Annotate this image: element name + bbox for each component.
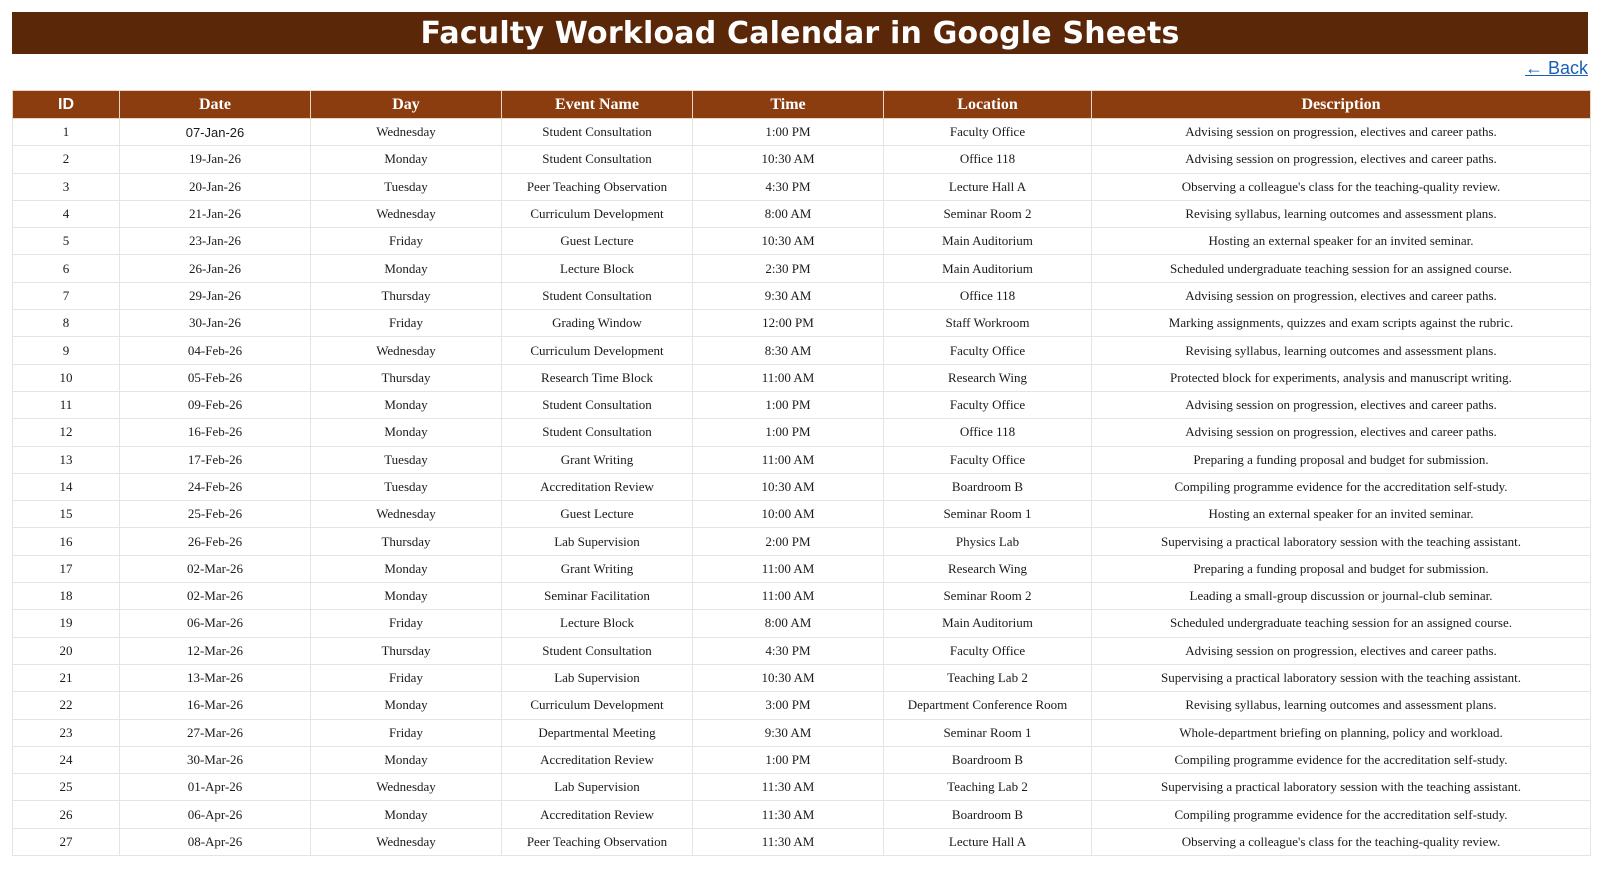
cell-day[interactable]: Monday bbox=[311, 692, 502, 719]
cell-date[interactable]: 09-Feb-26 bbox=[120, 391, 311, 418]
cell-date[interactable]: 06-Mar-26 bbox=[120, 610, 311, 637]
cell-date[interactable]: 12-Mar-26 bbox=[120, 637, 311, 664]
cell-description[interactable]: Marking assignments, quizzes and exam scripts against the rubric. bbox=[1092, 310, 1591, 337]
cell-date[interactable]: 06-Apr-26 bbox=[120, 801, 311, 828]
cell-event-name[interactable]: Lab Supervision bbox=[502, 528, 693, 555]
table-row[interactable] bbox=[13, 255, 1591, 282]
back-link[interactable]: ← Back bbox=[1524, 58, 1588, 78]
cell-time[interactable]: 11:00 AM bbox=[693, 364, 884, 391]
cell-description[interactable]: Preparing a funding proposal and budget for submission. bbox=[1092, 446, 1591, 473]
table-row[interactable] bbox=[13, 664, 1591, 691]
cell-id[interactable]: 27 bbox=[13, 828, 120, 855]
cell-time[interactable]: 9:30 AM bbox=[693, 719, 884, 746]
table-row[interactable] bbox=[13, 364, 1591, 391]
cell-day[interactable]: Wednesday bbox=[311, 200, 502, 227]
cell-time[interactable]: 11:30 AM bbox=[693, 774, 884, 801]
cell-event-name[interactable]: Guest Lecture bbox=[502, 501, 693, 528]
table-row[interactable] bbox=[13, 719, 1591, 746]
cell-date[interactable]: 04-Feb-26 bbox=[120, 337, 311, 364]
cell-date[interactable]: 23-Jan-26 bbox=[120, 228, 311, 255]
table-row[interactable] bbox=[13, 610, 1591, 637]
cell-date[interactable]: 21-Jan-26 bbox=[120, 200, 311, 227]
column-header-description[interactable]: Description bbox=[1092, 91, 1591, 119]
cell-id[interactable]: 3 bbox=[13, 173, 120, 200]
cell-time[interactable]: 10:30 AM bbox=[693, 473, 884, 500]
cell-id[interactable]: 11 bbox=[13, 391, 120, 418]
cell-description[interactable]: Compiling programme evidence for the accreditation self-study. bbox=[1092, 746, 1591, 773]
cell-date[interactable]: 16-Feb-26 bbox=[120, 419, 311, 446]
cell-location[interactable]: Lecture Hall A bbox=[884, 828, 1092, 855]
column-header-day[interactable]: Day bbox=[311, 91, 502, 119]
cell-id[interactable]: 25 bbox=[13, 774, 120, 801]
table-row[interactable] bbox=[13, 501, 1591, 528]
table-row[interactable] bbox=[13, 801, 1591, 828]
cell-description[interactable]: Leading a small-group discussion or journal-club seminar. bbox=[1092, 583, 1591, 610]
cell-description[interactable]: Advising session on progression, electives and career paths. bbox=[1092, 146, 1591, 173]
cell-location[interactable]: Boardroom B bbox=[884, 746, 1092, 773]
cell-date[interactable]: 07-Jan-26 bbox=[120, 119, 311, 146]
cell-event-name[interactable]: Curriculum Development bbox=[502, 692, 693, 719]
cell-date[interactable]: 27-Mar-26 bbox=[120, 719, 311, 746]
cell-description[interactable]: Scheduled undergraduate teaching session for an assigned course. bbox=[1092, 610, 1591, 637]
cell-day[interactable]: Monday bbox=[311, 801, 502, 828]
cell-day[interactable]: Thursday bbox=[311, 528, 502, 555]
cell-date[interactable]: 26-Feb-26 bbox=[120, 528, 311, 555]
column-header-time[interactable]: Time bbox=[693, 91, 884, 119]
cell-event-name[interactable]: Student Consultation bbox=[502, 637, 693, 664]
column-header-id[interactable]: ID bbox=[13, 91, 120, 119]
column-header-location[interactable]: Location bbox=[884, 91, 1092, 119]
table-row[interactable] bbox=[13, 173, 1591, 200]
cell-id[interactable]: 23 bbox=[13, 719, 120, 746]
cell-description[interactable]: Supervising a practical laboratory session with the teaching assistant. bbox=[1092, 774, 1591, 801]
cell-description[interactable]: Revising syllabus, learning outcomes and assessment plans. bbox=[1092, 337, 1591, 364]
cell-id[interactable]: 19 bbox=[13, 610, 120, 637]
cell-description[interactable]: Advising session on progression, electives and career paths. bbox=[1092, 391, 1591, 418]
table-row[interactable] bbox=[13, 337, 1591, 364]
cell-event-name[interactable]: Lab Supervision bbox=[502, 664, 693, 691]
cell-id[interactable]: 12 bbox=[13, 419, 120, 446]
cell-time[interactable]: 10:00 AM bbox=[693, 501, 884, 528]
cell-time[interactable]: 8:30 AM bbox=[693, 337, 884, 364]
cell-day[interactable]: Monday bbox=[311, 391, 502, 418]
cell-date[interactable]: 17-Feb-26 bbox=[120, 446, 311, 473]
cell-day[interactable]: Wednesday bbox=[311, 774, 502, 801]
cell-time[interactable]: 11:00 AM bbox=[693, 583, 884, 610]
cell-date[interactable]: 29-Jan-26 bbox=[120, 282, 311, 309]
cell-description[interactable]: Supervising a practical laboratory session with the teaching assistant. bbox=[1092, 528, 1591, 555]
cell-event-name[interactable]: Accreditation Review bbox=[502, 473, 693, 500]
cell-day[interactable]: Monday bbox=[311, 746, 502, 773]
header-row bbox=[13, 91, 1591, 119]
cell-location[interactable]: Research Wing bbox=[884, 364, 1092, 391]
cell-id[interactable]: 14 bbox=[13, 473, 120, 500]
cell-location[interactable]: Faculty Office bbox=[884, 337, 1092, 364]
cell-description[interactable]: Revising syllabus, learning outcomes and assessment plans. bbox=[1092, 200, 1591, 227]
table-row[interactable] bbox=[13, 419, 1591, 446]
cell-location[interactable]: Main Auditorium bbox=[884, 228, 1092, 255]
cell-date[interactable]: 26-Jan-26 bbox=[120, 255, 311, 282]
cell-time[interactable]: 9:30 AM bbox=[693, 282, 884, 309]
cell-day[interactable]: Wednesday bbox=[311, 501, 502, 528]
cell-time[interactable]: 1:00 PM bbox=[693, 419, 884, 446]
cell-time[interactable]: 8:00 AM bbox=[693, 610, 884, 637]
cell-id[interactable]: 1 bbox=[13, 119, 120, 146]
cell-time[interactable]: 10:30 AM bbox=[693, 146, 884, 173]
cell-day[interactable]: Tuesday bbox=[311, 473, 502, 500]
cell-time[interactable]: 3:00 PM bbox=[693, 692, 884, 719]
cell-description[interactable]: Advising session on progression, electives and career paths. bbox=[1092, 419, 1591, 446]
cell-location[interactable]: Seminar Room 1 bbox=[884, 719, 1092, 746]
cell-event-name[interactable]: Accreditation Review bbox=[502, 746, 693, 773]
cell-date[interactable]: 13-Mar-26 bbox=[120, 664, 311, 691]
workload-table bbox=[12, 90, 1591, 856]
cell-description[interactable]: Preparing a funding proposal and budget for submission. bbox=[1092, 555, 1591, 582]
table-row[interactable] bbox=[13, 828, 1591, 855]
cell-id[interactable]: 20 bbox=[13, 637, 120, 664]
cell-event-name[interactable]: Seminar Facilitation bbox=[502, 583, 693, 610]
cell-event-name[interactable]: Curriculum Development bbox=[502, 200, 693, 227]
cell-location[interactable]: Teaching Lab 2 bbox=[884, 664, 1092, 691]
cell-location[interactable]: Lecture Hall A bbox=[884, 173, 1092, 200]
cell-id[interactable]: 7 bbox=[13, 282, 120, 309]
cell-day[interactable]: Friday bbox=[311, 610, 502, 637]
cell-time[interactable]: 11:00 AM bbox=[693, 446, 884, 473]
cell-date[interactable]: 20-Jan-26 bbox=[120, 173, 311, 200]
cell-location[interactable]: Office 118 bbox=[884, 419, 1092, 446]
cell-id[interactable]: 17 bbox=[13, 555, 120, 582]
cell-day[interactable]: Wednesday bbox=[311, 337, 502, 364]
cell-description[interactable]: Supervising a practical laboratory session with the teaching assistant. bbox=[1092, 664, 1591, 691]
cell-id[interactable]: 16 bbox=[13, 528, 120, 555]
cell-id[interactable]: 2 bbox=[13, 146, 120, 173]
cell-description[interactable]: Observing a colleague's class for the teaching-quality review. bbox=[1092, 173, 1591, 200]
cell-day[interactable]: Wednesday bbox=[311, 119, 502, 146]
cell-event-name[interactable]: Student Consultation bbox=[502, 119, 693, 146]
cell-event-name[interactable]: Research Time Block bbox=[502, 364, 693, 391]
cell-description[interactable]: Hosting an external speaker for an invited seminar. bbox=[1092, 228, 1591, 255]
cell-location[interactable]: Office 118 bbox=[884, 282, 1092, 309]
cell-id[interactable]: 22 bbox=[13, 692, 120, 719]
cell-day[interactable]: Monday bbox=[311, 146, 502, 173]
cell-location[interactable]: Seminar Room 2 bbox=[884, 583, 1092, 610]
cell-day[interactable]: Friday bbox=[311, 228, 502, 255]
cell-event-name[interactable]: Lab Supervision bbox=[502, 774, 693, 801]
cell-description[interactable]: Whole-department briefing on planning, policy and workload. bbox=[1092, 719, 1591, 746]
cell-date[interactable]: 19-Jan-26 bbox=[120, 146, 311, 173]
cell-date[interactable]: 25-Feb-26 bbox=[120, 501, 311, 528]
cell-event-name[interactable]: Departmental Meeting bbox=[502, 719, 693, 746]
table-row[interactable] bbox=[13, 282, 1591, 309]
cell-id[interactable]: 10 bbox=[13, 364, 120, 391]
cell-date[interactable]: 02-Mar-26 bbox=[120, 583, 311, 610]
cell-location[interactable]: Research Wing bbox=[884, 555, 1092, 582]
cell-description[interactable]: Protected block for experiments, analysis and manuscript writing. bbox=[1092, 364, 1591, 391]
cell-id[interactable]: 5 bbox=[13, 228, 120, 255]
cell-id[interactable]: 21 bbox=[13, 664, 120, 691]
table-row[interactable] bbox=[13, 310, 1591, 337]
cell-day[interactable]: Friday bbox=[311, 664, 502, 691]
table-row[interactable] bbox=[13, 228, 1591, 255]
table-row[interactable] bbox=[13, 473, 1591, 500]
cell-date[interactable]: 24-Feb-26 bbox=[120, 473, 311, 500]
page-title: Faculty Workload Calendar in Google Sheets bbox=[12, 12, 1588, 54]
cell-date[interactable]: 05-Feb-26 bbox=[120, 364, 311, 391]
cell-location[interactable]: Main Auditorium bbox=[884, 255, 1092, 282]
cell-event-name[interactable]: Lecture Block bbox=[502, 255, 693, 282]
cell-date[interactable]: 30-Jan-26 bbox=[120, 310, 311, 337]
cell-time[interactable]: 11:00 AM bbox=[693, 555, 884, 582]
cell-event-name[interactable]: Grant Writing bbox=[502, 446, 693, 473]
cell-day[interactable]: Monday bbox=[311, 255, 502, 282]
cell-description[interactable]: Compiling programme evidence for the accreditation self-study. bbox=[1092, 473, 1591, 500]
cell-date[interactable]: 30-Mar-26 bbox=[120, 746, 311, 773]
cell-location[interactable]: Physics Lab bbox=[884, 528, 1092, 555]
cell-id[interactable]: 4 bbox=[13, 200, 120, 227]
cell-location[interactable]: Faculty Office bbox=[884, 391, 1092, 418]
cell-id[interactable]: 6 bbox=[13, 255, 120, 282]
cell-time[interactable]: 8:00 AM bbox=[693, 200, 884, 227]
cell-description[interactable]: Scheduled undergraduate teaching session for an assigned course. bbox=[1092, 255, 1591, 282]
cell-location[interactable]: Faculty Office bbox=[884, 637, 1092, 664]
cell-description[interactable]: Advising session on progression, electives and career paths. bbox=[1092, 282, 1591, 309]
cell-id[interactable]: 15 bbox=[13, 501, 120, 528]
cell-day[interactable]: Monday bbox=[311, 419, 502, 446]
cell-event-name[interactable]: Student Consultation bbox=[502, 419, 693, 446]
cell-description[interactable]: Compiling programme evidence for the accreditation self-study. bbox=[1092, 801, 1591, 828]
cell-time[interactable]: 1:00 PM bbox=[693, 119, 884, 146]
table-row[interactable] bbox=[13, 774, 1591, 801]
cell-description[interactable]: Revising syllabus, learning outcomes and assessment plans. bbox=[1092, 692, 1591, 719]
cell-event-name[interactable]: Student Consultation bbox=[502, 391, 693, 418]
cell-day[interactable]: Thursday bbox=[311, 364, 502, 391]
cell-day[interactable]: Thursday bbox=[311, 637, 502, 664]
table-row[interactable] bbox=[13, 119, 1591, 146]
cell-day[interactable]: Monday bbox=[311, 555, 502, 582]
cell-day[interactable]: Wednesday bbox=[311, 828, 502, 855]
cell-time[interactable]: 4:30 PM bbox=[693, 173, 884, 200]
cell-time[interactable]: 10:30 AM bbox=[693, 228, 884, 255]
cell-time[interactable]: 11:30 AM bbox=[693, 801, 884, 828]
cell-time[interactable]: 1:00 PM bbox=[693, 391, 884, 418]
cell-time[interactable]: 11:30 AM bbox=[693, 828, 884, 855]
cell-date[interactable]: 02-Mar-26 bbox=[120, 555, 311, 582]
cell-id[interactable]: 18 bbox=[13, 583, 120, 610]
cell-id[interactable]: 8 bbox=[13, 310, 120, 337]
cell-location[interactable]: Boardroom B bbox=[884, 801, 1092, 828]
cell-event-name[interactable]: Student Consultation bbox=[502, 282, 693, 309]
cell-id[interactable]: 13 bbox=[13, 446, 120, 473]
cell-day[interactable]: Monday bbox=[311, 583, 502, 610]
cell-day[interactable]: Friday bbox=[311, 310, 502, 337]
cell-event-name[interactable]: Curriculum Development bbox=[502, 337, 693, 364]
table-row[interactable] bbox=[13, 637, 1591, 664]
table-row[interactable] bbox=[13, 528, 1591, 555]
cell-event-name[interactable]: Accreditation Review bbox=[502, 801, 693, 828]
cell-day[interactable]: Tuesday bbox=[311, 173, 502, 200]
table-row[interactable] bbox=[13, 146, 1591, 173]
cell-date[interactable]: 16-Mar-26 bbox=[120, 692, 311, 719]
cell-time[interactable]: 4:30 PM bbox=[693, 637, 884, 664]
cell-event-name[interactable]: Peer Teaching Observation bbox=[502, 828, 693, 855]
cell-location[interactable]: Staff Workroom bbox=[884, 310, 1092, 337]
cell-id[interactable]: 9 bbox=[13, 337, 120, 364]
table-row[interactable] bbox=[13, 446, 1591, 473]
cell-location[interactable]: Teaching Lab 2 bbox=[884, 774, 1092, 801]
cell-id[interactable]: 26 bbox=[13, 801, 120, 828]
cell-time[interactable]: 10:30 AM bbox=[693, 664, 884, 691]
cell-day[interactable]: Tuesday bbox=[311, 446, 502, 473]
cell-date[interactable]: 01-Apr-26 bbox=[120, 774, 311, 801]
cell-location[interactable]: Seminar Room 2 bbox=[884, 200, 1092, 227]
cell-description[interactable]: Hosting an external speaker for an invited seminar. bbox=[1092, 501, 1591, 528]
cell-time[interactable]: 2:30 PM bbox=[693, 255, 884, 282]
cell-location[interactable]: Office 118 bbox=[884, 146, 1092, 173]
cell-event-name[interactable]: Lecture Block bbox=[502, 610, 693, 637]
cell-description[interactable]: Observing a colleague's class for the teaching-quality review. bbox=[1092, 828, 1591, 855]
cell-location[interactable]: Department Conference Room bbox=[884, 692, 1092, 719]
table-row[interactable] bbox=[13, 692, 1591, 719]
cell-time[interactable]: 2:00 PM bbox=[693, 528, 884, 555]
cell-description[interactable]: Advising session on progression, electives and career paths. bbox=[1092, 119, 1591, 146]
cell-location[interactable]: Main Auditorium bbox=[884, 610, 1092, 637]
table-row[interactable] bbox=[13, 746, 1591, 773]
column-header-event-name[interactable]: Event Name bbox=[502, 91, 693, 119]
cell-time[interactable]: 1:00 PM bbox=[693, 746, 884, 773]
column-header-date[interactable]: Date bbox=[120, 91, 311, 119]
cell-time[interactable]: 12:00 PM bbox=[693, 310, 884, 337]
table-row[interactable] bbox=[13, 391, 1591, 418]
cell-event-name[interactable]: Grading Window bbox=[502, 310, 693, 337]
cell-day[interactable]: Friday bbox=[311, 719, 502, 746]
table-row[interactable] bbox=[13, 200, 1591, 227]
table-row[interactable] bbox=[13, 555, 1591, 582]
cell-location[interactable]: Boardroom B bbox=[884, 473, 1092, 500]
cell-event-name[interactable]: Student Consultation bbox=[502, 146, 693, 173]
cell-date[interactable]: 08-Apr-26 bbox=[120, 828, 311, 855]
table-row[interactable] bbox=[13, 583, 1591, 610]
cell-event-name[interactable]: Peer Teaching Observation bbox=[502, 173, 693, 200]
cell-location[interactable]: Faculty Office bbox=[884, 119, 1092, 146]
cell-event-name[interactable]: Guest Lecture bbox=[502, 228, 693, 255]
table-body bbox=[13, 119, 1591, 856]
cell-location[interactable]: Seminar Room 1 bbox=[884, 501, 1092, 528]
cell-id[interactable]: 24 bbox=[13, 746, 120, 773]
cell-location[interactable]: Faculty Office bbox=[884, 446, 1092, 473]
cell-event-name[interactable]: Grant Writing bbox=[502, 555, 693, 582]
cell-description[interactable]: Advising session on progression, electives and career paths. bbox=[1092, 637, 1591, 664]
cell-day[interactable]: Thursday bbox=[311, 282, 502, 309]
